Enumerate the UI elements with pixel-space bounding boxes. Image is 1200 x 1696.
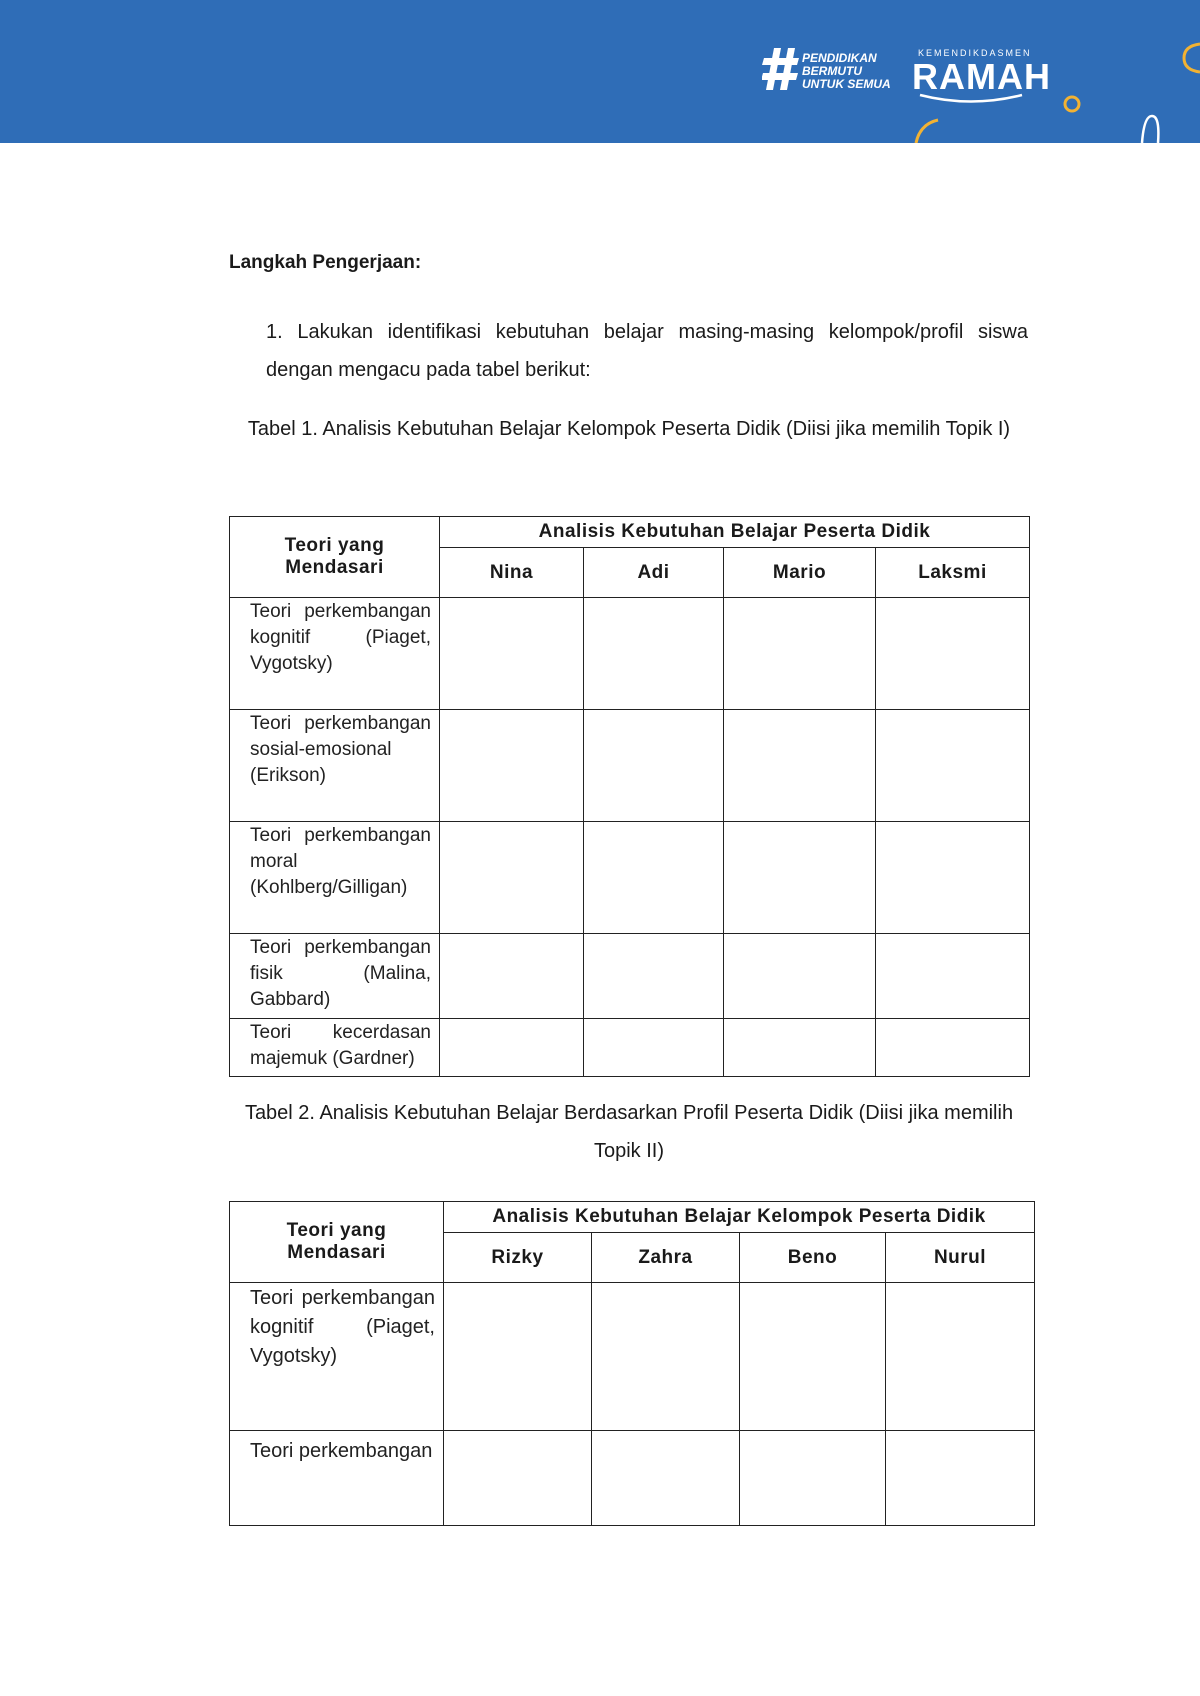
header-theory: Teori yang Mendasari — [230, 1202, 444, 1283]
row-theory: Teori perkembangan moral (Kohlberg/Gilligan) — [230, 822, 440, 934]
table-row — [230, 598, 1030, 710]
slogan-line: UNTUK SEMUA — [802, 77, 891, 91]
header-theory: Teori yang Mendasari — [230, 517, 440, 598]
hashtag-icon — [762, 46, 800, 92]
arc-decoration-icon — [1170, 38, 1200, 78]
column-header: Nina — [440, 548, 584, 598]
input-cell[interactable] — [740, 1283, 886, 1431]
table-row — [230, 1431, 1035, 1526]
table-1-caption: Tabel 1. Analisis Kebutuhan Belajar Kelompok Peserta Didik (Diisi jika memilih Topik I) — [247, 418, 1011, 440]
smile-swoosh-icon — [916, 92, 1026, 106]
input-cell[interactable] — [584, 1019, 724, 1077]
input-cell[interactable] — [876, 710, 1030, 822]
table-row — [230, 822, 1030, 934]
page-heading: Langkah Pengerjaan: — [229, 252, 422, 273]
column-header: Adi — [584, 548, 724, 598]
slogan-text — [802, 52, 891, 91]
input-cell[interactable] — [440, 598, 584, 710]
loop-decoration-icon — [1136, 112, 1166, 143]
needs-analysis-table-1 — [229, 516, 1030, 1077]
header-group: Analisis Kebutuhan Belajar Kelompok Peserta Didik — [444, 1202, 1035, 1233]
input-cell[interactable] — [440, 934, 584, 1019]
input-cell[interactable] — [886, 1283, 1035, 1431]
row-theory: Teori perkembangan sosial-emosional (Erikson) — [230, 710, 440, 822]
input-cell[interactable] — [444, 1431, 592, 1526]
input-cell[interactable] — [584, 710, 724, 822]
row-theory: Teori kecerdasan majemuk (Gardner) — [230, 1019, 440, 1077]
row-theory: Teori perkembangan kognitif (Piaget, Vygotsky) — [230, 598, 440, 710]
input-cell[interactable] — [592, 1283, 740, 1431]
input-cell[interactable] — [592, 1431, 740, 1526]
input-cell[interactable] — [740, 1431, 886, 1526]
input-cell[interactable] — [724, 1019, 876, 1077]
table-row — [230, 934, 1030, 1019]
ministry-label: KEMENDIKDASMEN — [918, 48, 1032, 58]
ring-decoration-icon — [1060, 92, 1084, 116]
input-cell[interactable] — [876, 1019, 1030, 1077]
header-banner — [0, 0, 1200, 143]
input-cell[interactable] — [724, 934, 876, 1019]
input-cell[interactable] — [440, 1019, 584, 1077]
ramah-logo — [912, 46, 1051, 106]
table-row — [230, 1283, 1035, 1431]
table-2-caption: Tabel 2. Analisis Kebutuhan Belajar Berdasarkan Profil Peserta Didik (Diisi jika memilih Topik II) — [244, 1102, 1014, 1162]
input-cell[interactable] — [440, 822, 584, 934]
input-cell[interactable] — [584, 822, 724, 934]
row-theory: Teori perkembangan fisik (Malina, Gabbard) — [230, 934, 440, 1019]
input-cell[interactable] — [724, 822, 876, 934]
slogan-line: PENDIDIKAN — [802, 51, 877, 65]
leaf-decoration-icon — [912, 118, 940, 143]
slogan-line: BERMUTU — [802, 64, 862, 78]
column-header: Laksmi — [876, 548, 1030, 598]
column-header: Nurul — [886, 1233, 1035, 1283]
ramah-word: RAMAH — [912, 56, 1051, 97]
table-row — [230, 710, 1030, 822]
input-cell[interactable] — [886, 1431, 1035, 1526]
input-cell[interactable] — [584, 598, 724, 710]
column-header: Rizky — [444, 1233, 592, 1283]
input-cell[interactable] — [724, 598, 876, 710]
column-header: Zahra — [592, 1233, 740, 1283]
needs-analysis-table-2 — [229, 1201, 1035, 1526]
input-cell[interactable] — [584, 934, 724, 1019]
pendidikan-bermutu-logo — [762, 46, 902, 96]
row-theory: Teori perkembangan — [230, 1431, 444, 1526]
input-cell[interactable] — [440, 710, 584, 822]
input-cell[interactable] — [444, 1283, 592, 1431]
table-row — [230, 1019, 1030, 1077]
input-cell[interactable] — [876, 934, 1030, 1019]
row-theory: Teori perkembangan kognitif (Piaget, Vygotsky) — [230, 1283, 444, 1431]
header-group: Analisis Kebutuhan Belajar Peserta Didik — [440, 517, 1030, 548]
input-cell[interactable] — [724, 710, 876, 822]
step-instruction: 1. Lakukan identifikasi kebutuhan belajar masing-masing kelompok/profil siswa dengan mengacu pada tabel berikut: — [266, 321, 1028, 381]
column-header: Mario — [724, 548, 876, 598]
input-cell[interactable] — [876, 598, 1030, 710]
column-header: Beno — [740, 1233, 886, 1283]
input-cell[interactable] — [876, 822, 1030, 934]
